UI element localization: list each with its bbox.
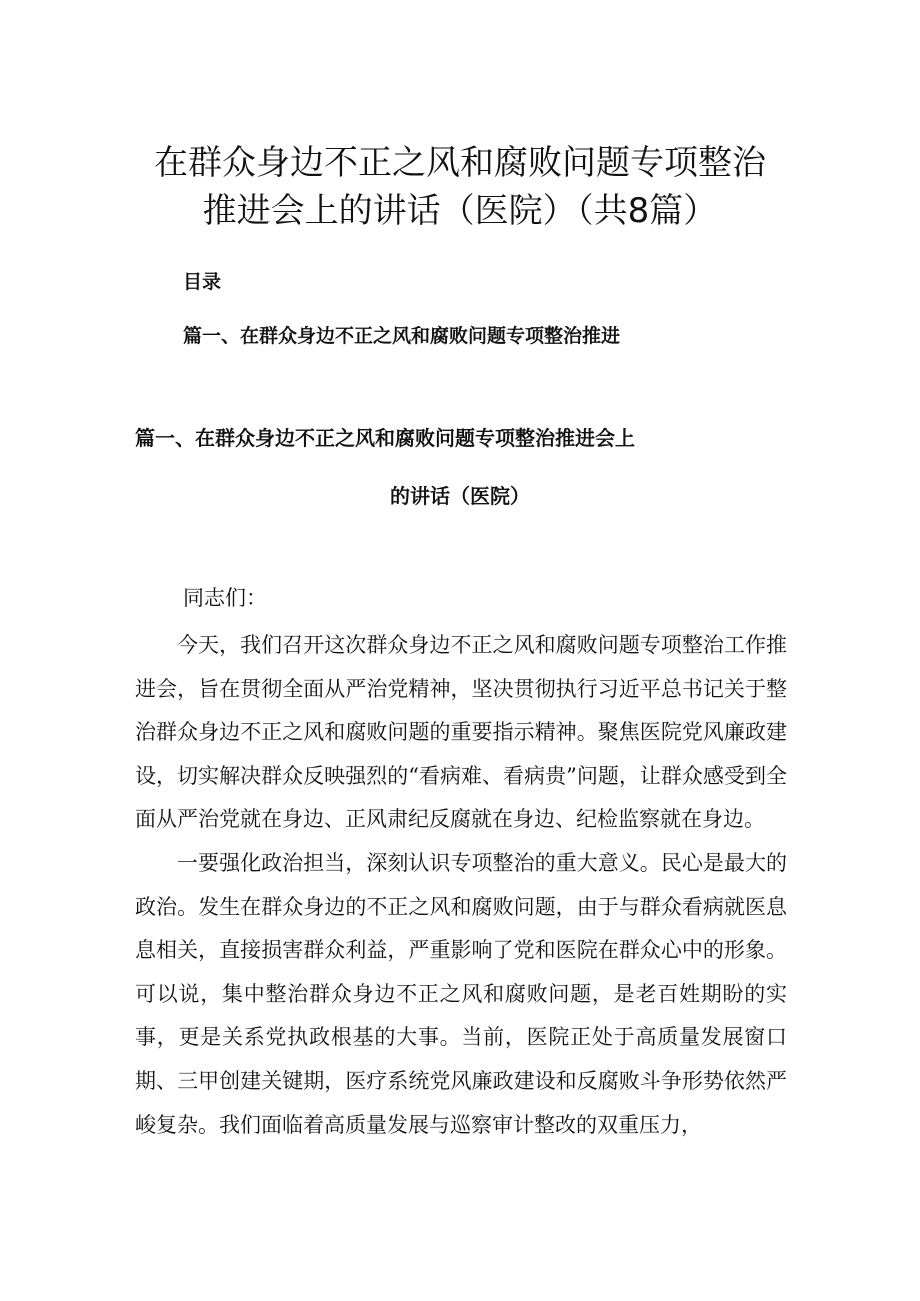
toc-heading: 目录: [183, 271, 222, 293]
document-title-line-2: 推进会上的讲话（医院）（共8篇）: [202, 191, 718, 231]
toc-item: 篇一、在群众身边不正之风和腐败问题专项整治推进: [183, 325, 621, 347]
paragraph: 今天，我们召开这次群众身边不正之风和腐败问题专项整治工作推进会，旨在贯彻全面从严治党精神，坚决贯彻执行习近平总书记关于整治群众身边不正之风和腐败问题的重要指示精神。聚焦医院党风廉政建设，切实解决群众反映强烈的“看病难、看病贵”问题，让群众感受到全面从严治党就在身边、正风肃纪反腐就在身边、纪检监察就在身边。: [135, 633, 787, 832]
body-text: [135, 624, 787, 1147]
salutation: 同志们：: [183, 586, 267, 610]
section-title-line-2: 的讲话（医院）: [390, 484, 530, 508]
section-title-line-1: 篇一、在群众身边不正之风和腐败问题专项整治推进会上: [135, 426, 635, 450]
paragraph: 一要强化政治担当，深刻认识专项整治的重大意义。民心是最大的政治。发生在群众身边的不正之风和腐败问题，由于与群众看病就医息息相关，直接损害群众利益，严重影响了党和医院在群众心中的形象。可以说，集中整治群众身边不正之风和腐败问题，是老百姓期盼的实事，更是关系党执政根基的大事。当前，医院正处于高质量发展窗口期、三甲创建关键期，医疗系统党风廉政建设和反腐败斗争形势依然严峻复杂。我们面临着高质量发展与巡察审计整改的双重压力，: [135, 850, 787, 1137]
document-title-line-1: 在群众身边不正之风和腐败问题专项整治: [154, 143, 766, 183]
